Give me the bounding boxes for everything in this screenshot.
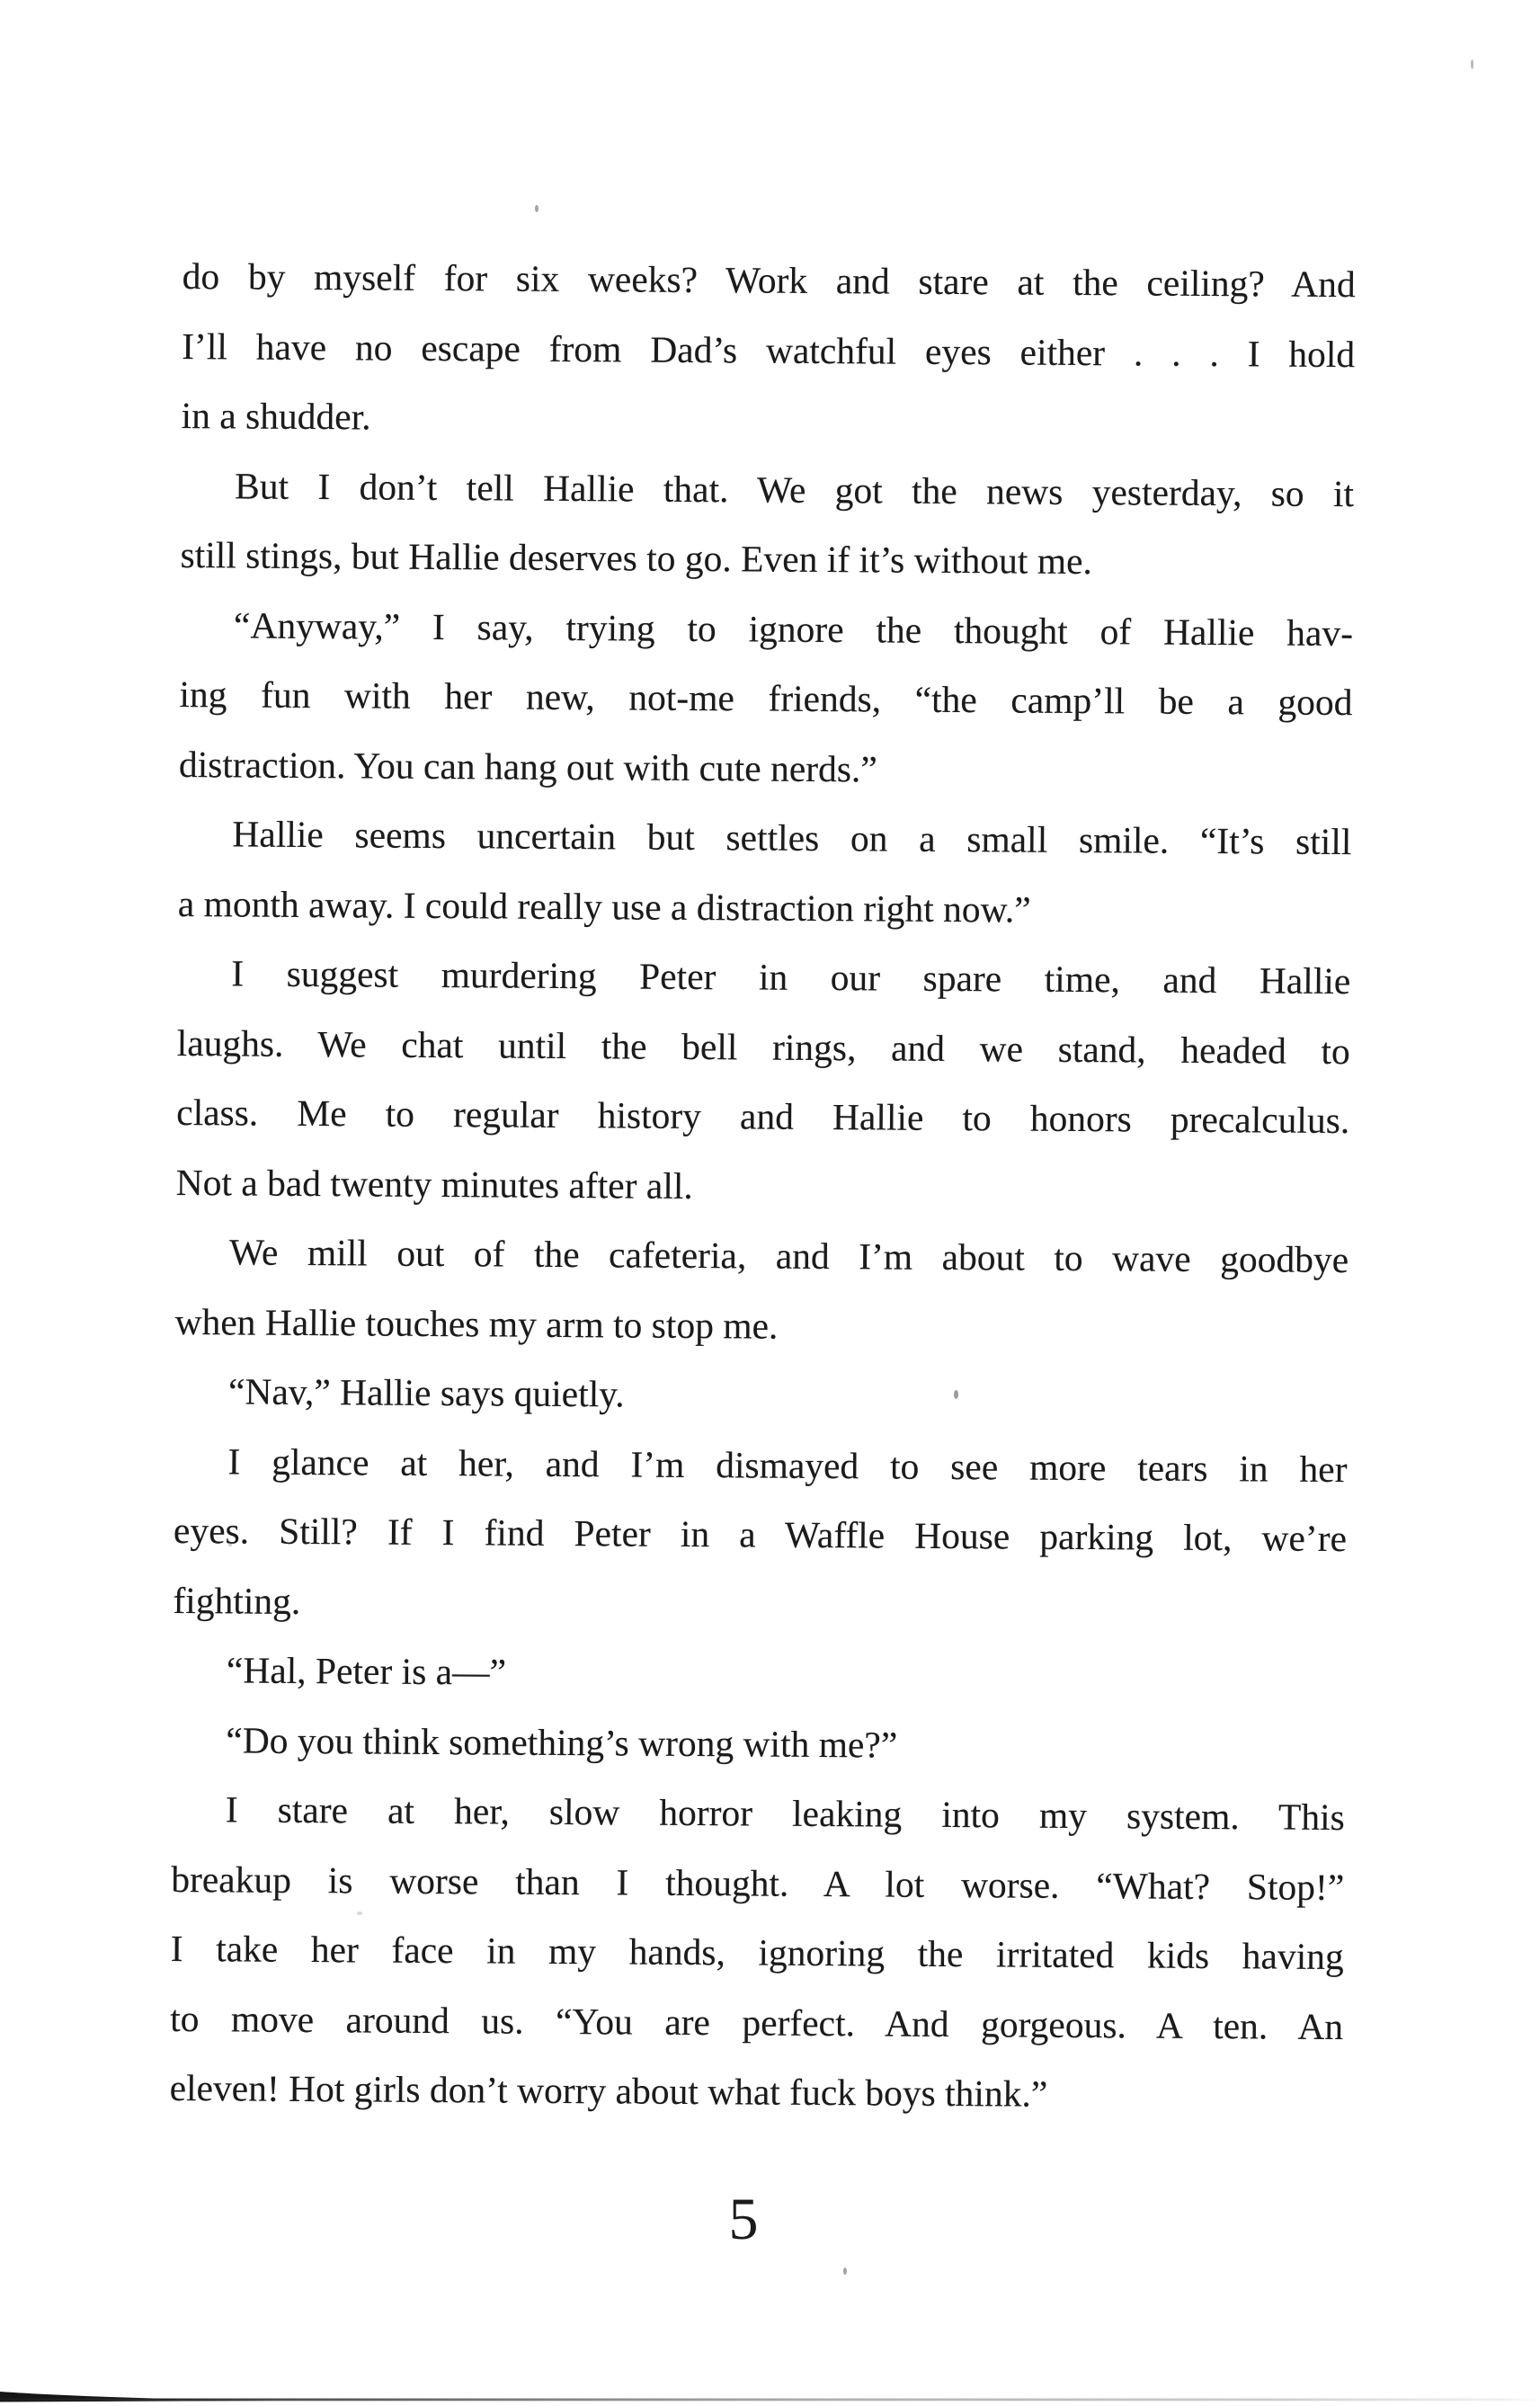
text-line: “Hal, Peter is a—”: [226, 1649, 507, 1693]
page-number: 5: [728, 2187, 759, 2252]
text-line: I glance at her, and I’m dismayed to see more tears in her: [227, 1439, 1348, 1490]
text-line: “Nav,” Hallie says quietly.: [227, 1370, 625, 1415]
text-line: in a shudder.: [181, 394, 371, 438]
text-line: But I don’t tell Hallie that. We got the news yesterday, so it: [234, 464, 1355, 514]
text-line: breakup is worse than I thought. A lot worse. “What? Stop!”: [171, 1858, 1345, 1908]
text-line: laughs. We chat until the bell rings, and we stand, headed to: [176, 1021, 1350, 1072]
text-line: I stare at her, slow horror leaking into my system. This: [225, 1788, 1345, 1839]
text-line: when Hallie touches my arm to stop me.: [174, 1300, 779, 1347]
scan-speck: [535, 205, 539, 212]
text-line: Hallie seems uncertain but settles on a small smile. “It’s still: [232, 813, 1352, 863]
scan-speck: [954, 1390, 958, 1399]
text-line: “Anyway,” I say, trying to ignore the thought of Hallie hav-: [233, 603, 1354, 654]
text-line: distraction. You can hang out with cute nerds.”: [178, 743, 877, 789]
body-text: [169, 242, 1356, 2132]
scan-speck: [357, 1911, 362, 1915]
text-line: “Do you think something’s wrong with me?”: [226, 1718, 898, 1766]
bottom-shadow-line: [0, 2399, 1540, 2402]
text-line: I’ll have no escape from Dad’s watchful eyes either . . . I hold: [182, 325, 1356, 375]
text-line: eleven! Hot girls don’t worry about what fuck boys think.”: [169, 2066, 1048, 2115]
scan-speck: [843, 2268, 847, 2275]
text-line: to move around us. “You are perfect. And gorgeous. A ten. An: [170, 1997, 1344, 2047]
text-line: fighting.: [173, 1579, 301, 1622]
page-bottom-edge-shadow: [0, 2386, 1540, 2406]
text-line: class. Me to regular history and Hallie to honors precalculus.: [176, 1091, 1350, 1142]
scan-speck: [1471, 59, 1473, 69]
text-line: We mill out of the cafeteria, and I’m about to wave goodbye: [228, 1231, 1349, 1281]
text-line: a month away. I could really use a distraction right now.”: [177, 882, 1031, 931]
text-line: eyes. Still? If I find Peter in a Waffle House parking lot, we’re: [173, 1509, 1348, 1560]
text-line: Not a bad twenty minutes after all.: [175, 1161, 693, 1207]
scan-speck: [228, 1543, 232, 1546]
text-line: I suggest murdering Peter in our spare time, and Hallie: [231, 952, 1351, 1002]
text-line: I take her face in my hands, ignoring the irritated kids having: [170, 1927, 1344, 1978]
text-line: still stings, but Hallie deserves to go. Even if it’s without me.: [180, 533, 1093, 583]
text-line: do by myself for six weeks? Work and stare at the ceiling? And: [182, 254, 1356, 306]
text-line: ing fun with her new, not-me friends, “the camp’ll be a good: [179, 673, 1353, 724]
